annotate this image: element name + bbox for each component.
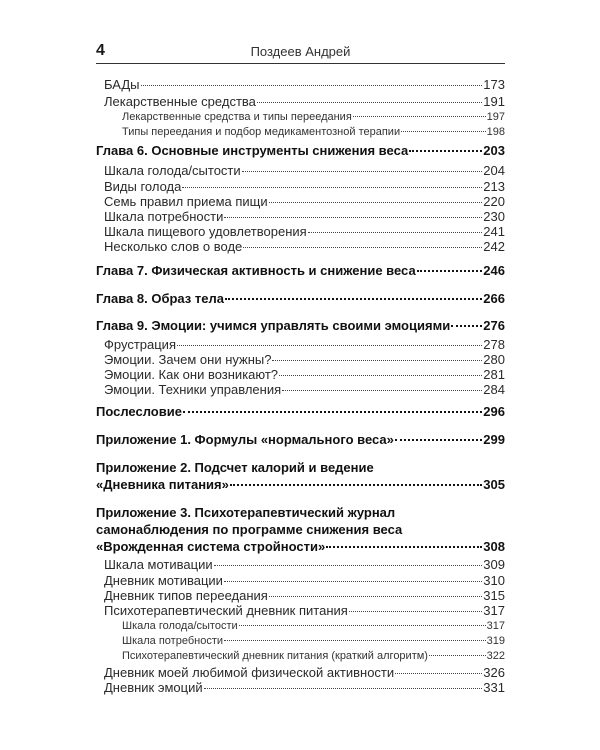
toc-entry[interactable] [96,111,505,123]
header-rule [96,63,505,64]
toc-entry[interactable] [96,620,505,632]
dot-leader [349,611,483,612]
dot-leader [204,688,483,689]
toc-entry-title: Эмоции. Зачем они нужны? [104,352,272,367]
toc-entry-page: 278 [483,337,505,352]
toc-entry-page: 204 [483,163,505,178]
toc-entry-page: 296 [483,404,505,419]
dot-leader [214,565,483,566]
dot-leader [353,116,486,117]
dot-leader [272,360,482,361]
toc-chapter-entry[interactable] [96,477,505,492]
toc-chapter-entry[interactable] [96,432,505,447]
toc-entry-page: 319 [486,635,505,647]
toc-entry-title: Виды голода [104,179,182,194]
toc-chapter-entry[interactable] [96,404,505,419]
toc-entry-title: Эмоции. Как они возникают? [104,367,279,382]
toc-entry-page: 322 [486,650,505,662]
toc-entry-page: 213 [483,179,505,194]
toc-chapter-entry[interactable] [96,318,505,333]
dot-leader [308,232,483,233]
toc-entry-page: 280 [483,352,505,367]
dot-leader [224,581,482,582]
dot-leader [177,345,482,346]
toc-entry-page: 191 [483,94,505,109]
dot-leader [409,150,482,152]
toc-entry[interactable] [96,680,505,695]
toc-entry[interactable] [96,209,505,224]
toc-entry-page: 241 [483,224,505,239]
toc-entry-title: Приложение 1. Формулы «нормального веса» [96,432,394,447]
toc-entry-title: «Врожденная система стройности» [96,539,326,554]
toc-entry-page: 197 [486,111,505,123]
dot-leader [242,171,483,172]
toc-entry-title: Дневник моей любимой физической активности [104,665,395,680]
toc-entry-title: Шкала потребности [104,209,224,224]
toc-entry[interactable] [96,352,505,367]
toc-entry-page: 317 [486,620,505,632]
toc-entry-page: 203 [483,143,505,158]
toc-entry[interactable] [96,665,505,680]
toc-entry-page: 326 [483,665,505,680]
dot-leader [269,596,482,597]
toc-entry[interactable] [96,194,505,209]
toc-entry-title: Типы переедания и подбор медикаментозной терапии [122,126,401,138]
toc-entry[interactable] [96,94,505,109]
toc-entry-page: 220 [483,194,505,209]
toc-entry[interactable] [96,179,505,194]
toc-entry-page: 299 [483,432,505,447]
dot-leader [326,546,482,548]
toc-entry-page: 331 [483,680,505,695]
toc-entry-page: 242 [483,239,505,254]
toc-entry-title: Шкала голода/сытости [104,163,241,178]
toc-entry-title: Глава 6. Основные инструменты снижения веса [96,143,409,158]
toc-entry[interactable] [96,239,505,254]
toc-entry-title: Глава 8. Образ тела [96,291,224,306]
dot-leader [230,484,482,486]
toc-entry-title: Шкала голода/сытости [122,620,238,632]
dot-leader [182,187,482,188]
toc-entry-page: 315 [483,588,505,603]
toc-entry-page: 308 [483,539,505,554]
toc-entry-title: Шкала потребности [122,635,224,647]
toc-chapter-entry[interactable] [96,263,505,278]
toc-entry-page: 173 [483,77,505,92]
toc-entry[interactable] [96,650,505,662]
toc-entry-title: Дневник эмоций [104,680,203,695]
toc-chapter-entry[interactable] [96,291,505,306]
toc-entry-title: Глава 9. Эмоции: учимся управлять своими эмоциями [96,318,451,333]
dot-leader [239,625,486,626]
toc-entry-page: 246 [483,263,505,278]
running-head-author: Поздеев Андрей [250,44,351,59]
toc-entry-title: Шкала пищевого удовлетворения [104,224,307,239]
toc-entry-page: 198 [486,126,505,138]
dot-leader [429,655,486,656]
toc-entry-page: 276 [483,318,505,333]
dot-leader [224,640,486,641]
dot-leader [282,390,482,391]
toc-entry-title: БАДы [104,77,140,92]
toc-entry-title: Лекарственные средства [104,94,256,109]
page-header [96,41,505,63]
toc-entry-page: 305 [483,477,505,492]
toc-entry[interactable] [96,588,505,603]
dot-leader [225,298,482,300]
toc-entry-page: 309 [483,557,505,572]
toc-entry[interactable] [96,77,505,92]
toc-entry-page: 230 [483,209,505,224]
dot-leader [257,102,482,103]
toc-entry-page: 317 [483,603,505,618]
toc-entry-title: Семь правил приема пищи [104,194,268,209]
page-number: 4 [96,42,105,59]
dot-leader [224,217,482,218]
toc-entry[interactable] [96,635,505,647]
toc-entry[interactable] [96,557,505,572]
dot-leader [183,411,482,413]
toc-entry-page: 281 [483,367,505,382]
toc-entry-page: 284 [483,382,505,397]
toc-entry-title: Психотерапевтический дневник питания (краткий алгоритм) [122,650,428,662]
toc-entry-title: Эмоции. Техники управления [104,382,282,397]
toc-entry[interactable] [96,382,505,397]
toc-entry[interactable] [96,126,505,138]
toc-chapter-title-line[interactable]: Приложение 2. Подсчет калорий и ведение [96,460,374,475]
toc-entry[interactable] [96,337,505,352]
toc-entry-title: Несколько слов о воде [104,239,243,254]
dot-leader [141,85,483,86]
toc-chapter-entry[interactable] [96,143,505,158]
toc-entry-title: Лекарственные средства и типы переедания [122,111,352,123]
dot-leader [269,202,483,203]
dot-leader [401,131,486,132]
dot-leader [417,270,483,272]
toc-chapter-title-line[interactable]: самонаблюдения по программе снижения веса [96,522,403,537]
dot-leader [279,375,482,376]
dot-leader [243,247,482,248]
toc-entry-title: «Дневника питания» [96,477,229,492]
toc-chapter-entry[interactable] [96,539,505,554]
toc-chapter-title-line[interactable]: Приложение 3. Психотерапевтический журнал [96,505,396,520]
toc-entry-title: Дневник мотивации [104,573,223,588]
dot-leader [395,439,482,441]
toc-entry[interactable] [96,367,505,382]
toc-entry-page: 310 [483,573,505,588]
toc-entry[interactable] [96,573,505,588]
toc-entry-page: 266 [483,291,505,306]
toc-entry[interactable] [96,603,505,618]
toc-entry-title: Шкала мотивации [104,557,213,572]
toc-entry-title: Послесловие [96,404,182,419]
dot-leader [395,673,482,674]
toc-entry-title: Фрустрация [104,337,176,352]
toc-entry-title: Психотерапевтический дневник питания [104,603,348,618]
toc-entry[interactable] [96,224,505,239]
dot-leader [451,325,482,327]
toc-entry[interactable] [96,163,505,178]
toc-entry-title: Дневник типов переедания [104,588,268,603]
toc-entry-title: Глава 7. Физическая активность и снижение веса [96,263,416,278]
